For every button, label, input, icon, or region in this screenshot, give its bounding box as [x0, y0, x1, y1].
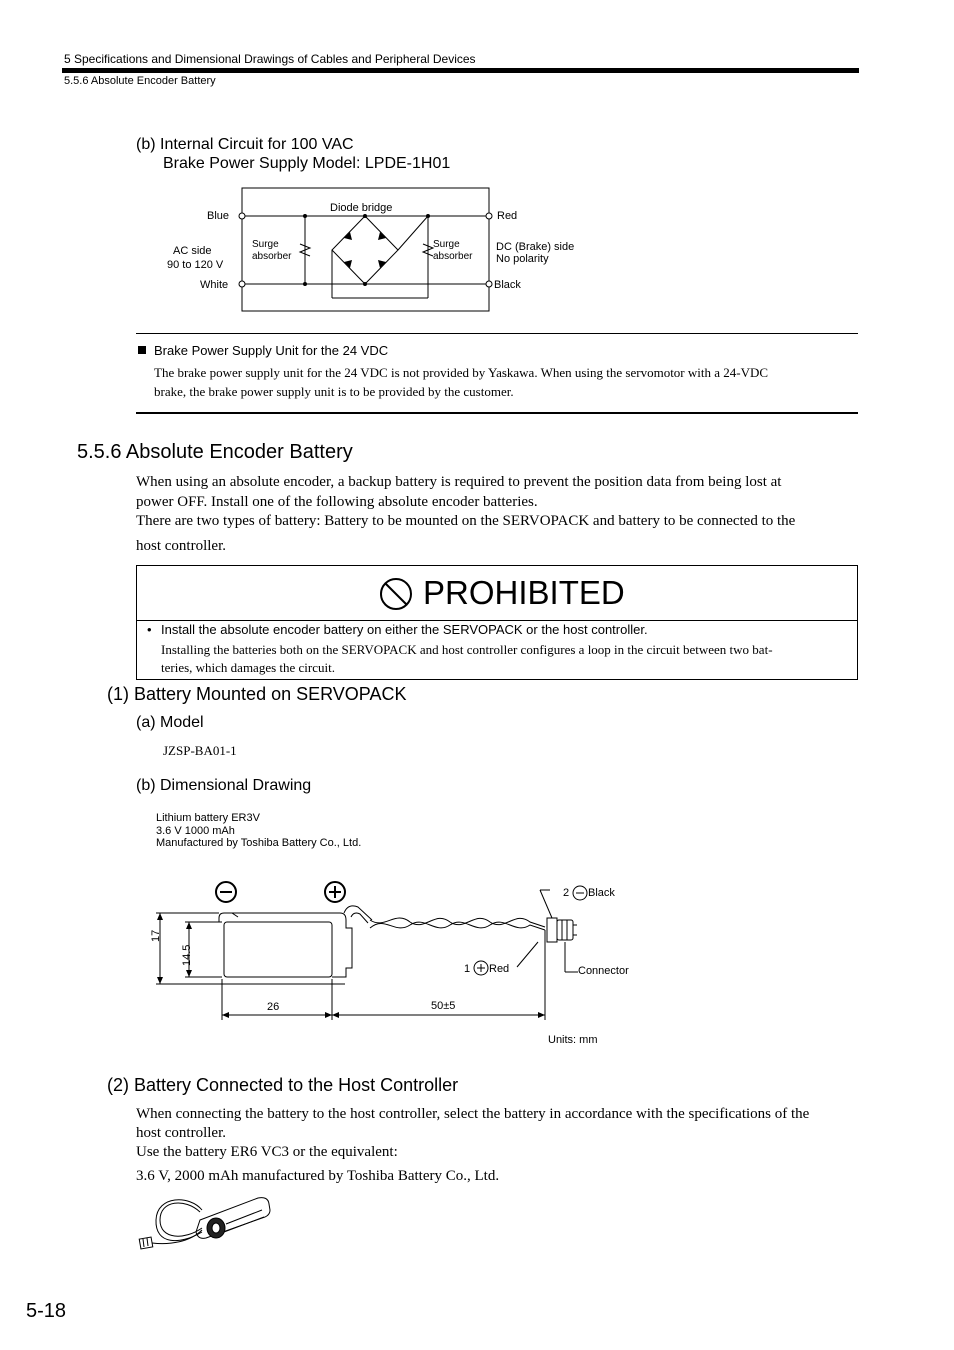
section-title: 5.5.6 Absolute Encoder Battery	[77, 441, 353, 463]
circuit-title-1: (b) Internal Circuit for 100 VAC	[136, 136, 354, 153]
prohibited-icon	[378, 576, 414, 612]
terminal-blue	[239, 213, 245, 219]
label-blue: Blue	[207, 210, 230, 222]
note-rule-bottom	[136, 412, 858, 414]
connector-label: Connector	[578, 965, 629, 977]
prohibited-bullet-dot: •	[147, 622, 152, 637]
label-no-polarity: No polarity	[496, 253, 549, 265]
label-ac-voltage: 90 to 120 V	[167, 259, 224, 271]
note-title: Brake Power Supply Unit for the 24 VDC	[154, 343, 389, 358]
prohibited-detail-2: teries, which damages the circuit.	[161, 660, 335, 675]
battery-spec-2: 3.6 V 1000 mAh	[156, 825, 235, 837]
label-surge-left-2: absorber	[252, 251, 292, 262]
header-section: 5.5.6 Absolute Encoder Battery	[64, 75, 216, 87]
circuit-title-2: Brake Power Supply Model: LPDE-1H01	[163, 155, 451, 172]
model-heading: (a) Model	[136, 714, 204, 731]
sub2-line-3: Use the battery ER6 VC3 or the equivalent:	[136, 1144, 398, 1160]
section-para-2: power OFF. Install one of the following absolute encoder batteries.	[136, 494, 538, 510]
label-surge-right-1: Surge	[433, 239, 460, 250]
terminal-white	[239, 281, 245, 287]
drawing-heading: (b) Dimensional Drawing	[136, 777, 312, 794]
section-para-3: There are two types of battery: Battery to be mounted on the SERVOPACK and battery to be connected to the	[136, 513, 796, 529]
label-black: Black	[494, 279, 521, 291]
circuit-diagram	[0, 0, 954, 330]
sub2-line-1: When connecting the battery to the host controller, select the battery in accordance with the specifications of the	[136, 1106, 810, 1122]
label-surge-right-2: absorber	[433, 251, 473, 262]
red-num: 1	[464, 963, 471, 975]
dim-17: 17	[150, 929, 162, 942]
red-label: Red	[489, 963, 510, 975]
model-value: JZSP-BA01-1	[163, 743, 237, 758]
header-chapter: 5 Specifications and Dimensional Drawings of Cables and Peripheral Devices	[64, 52, 476, 66]
note-text-2: brake, the brake power supply unit is to be provided by the customer.	[154, 384, 514, 399]
section-para-1: When using an absolute encoder, a backup battery is required to prevent the position data from being lost at	[136, 474, 782, 490]
label-red: Red	[497, 210, 518, 222]
section-para-4: host controller.	[136, 538, 226, 554]
host-battery-illustration	[130, 1190, 280, 1260]
sub2-line-2: host controller.	[136, 1125, 226, 1141]
note-rule-top	[136, 333, 858, 334]
square-bullet-icon	[138, 346, 146, 354]
label-ac-side: AC side	[173, 245, 212, 257]
sub2-line-4: 3.6 V, 2000 mAh manufactured by Toshiba Battery Co., Ltd.	[136, 1168, 500, 1184]
dim-26: 26	[267, 1001, 280, 1013]
label-diode-bridge: Diode bridge	[330, 202, 393, 214]
battery-drawing	[0, 870, 954, 1040]
battery-spec-1: Lithium battery ER3V	[156, 812, 260, 824]
prohibited-divider	[136, 620, 858, 621]
page-number: 5-18	[26, 1300, 67, 1322]
dim-14-5: 14.5	[181, 944, 193, 966]
label-surge-left-1: Surge	[252, 239, 279, 250]
black-label: Black	[588, 887, 615, 899]
units-label: Units: mm	[548, 1034, 598, 1046]
battery-spec-3: Manufactured by Toshiba Battery Co., Ltd.	[156, 837, 362, 849]
terminal-black	[486, 281, 492, 287]
prohibited-title: PROHIBITED	[423, 574, 625, 611]
prohibited-detail-1: Installing the batteries both on the SERVOPACK and host controller configures a loop in the circuit between two bat-	[161, 642, 773, 657]
black-num: 2	[563, 887, 570, 899]
label-dc-side: DC (Brake) side	[496, 241, 575, 253]
sub1-title: (1) Battery Mounted on SERVOPACK	[107, 684, 407, 704]
label-white: White	[200, 279, 229, 291]
prohibited-bullet: Install the absolute encoder battery on either the SERVOPACK or the host controller.	[161, 622, 648, 637]
dim-50: 50±5	[431, 1000, 456, 1012]
note-text-1: The brake power supply unit for the 24 VDC is not provided by Yaskawa. When using the servomotor with a 24-VDC	[154, 365, 769, 380]
terminal-red	[486, 213, 492, 219]
sub2-title: (2) Battery Connected to the Host Controller	[107, 1075, 459, 1095]
